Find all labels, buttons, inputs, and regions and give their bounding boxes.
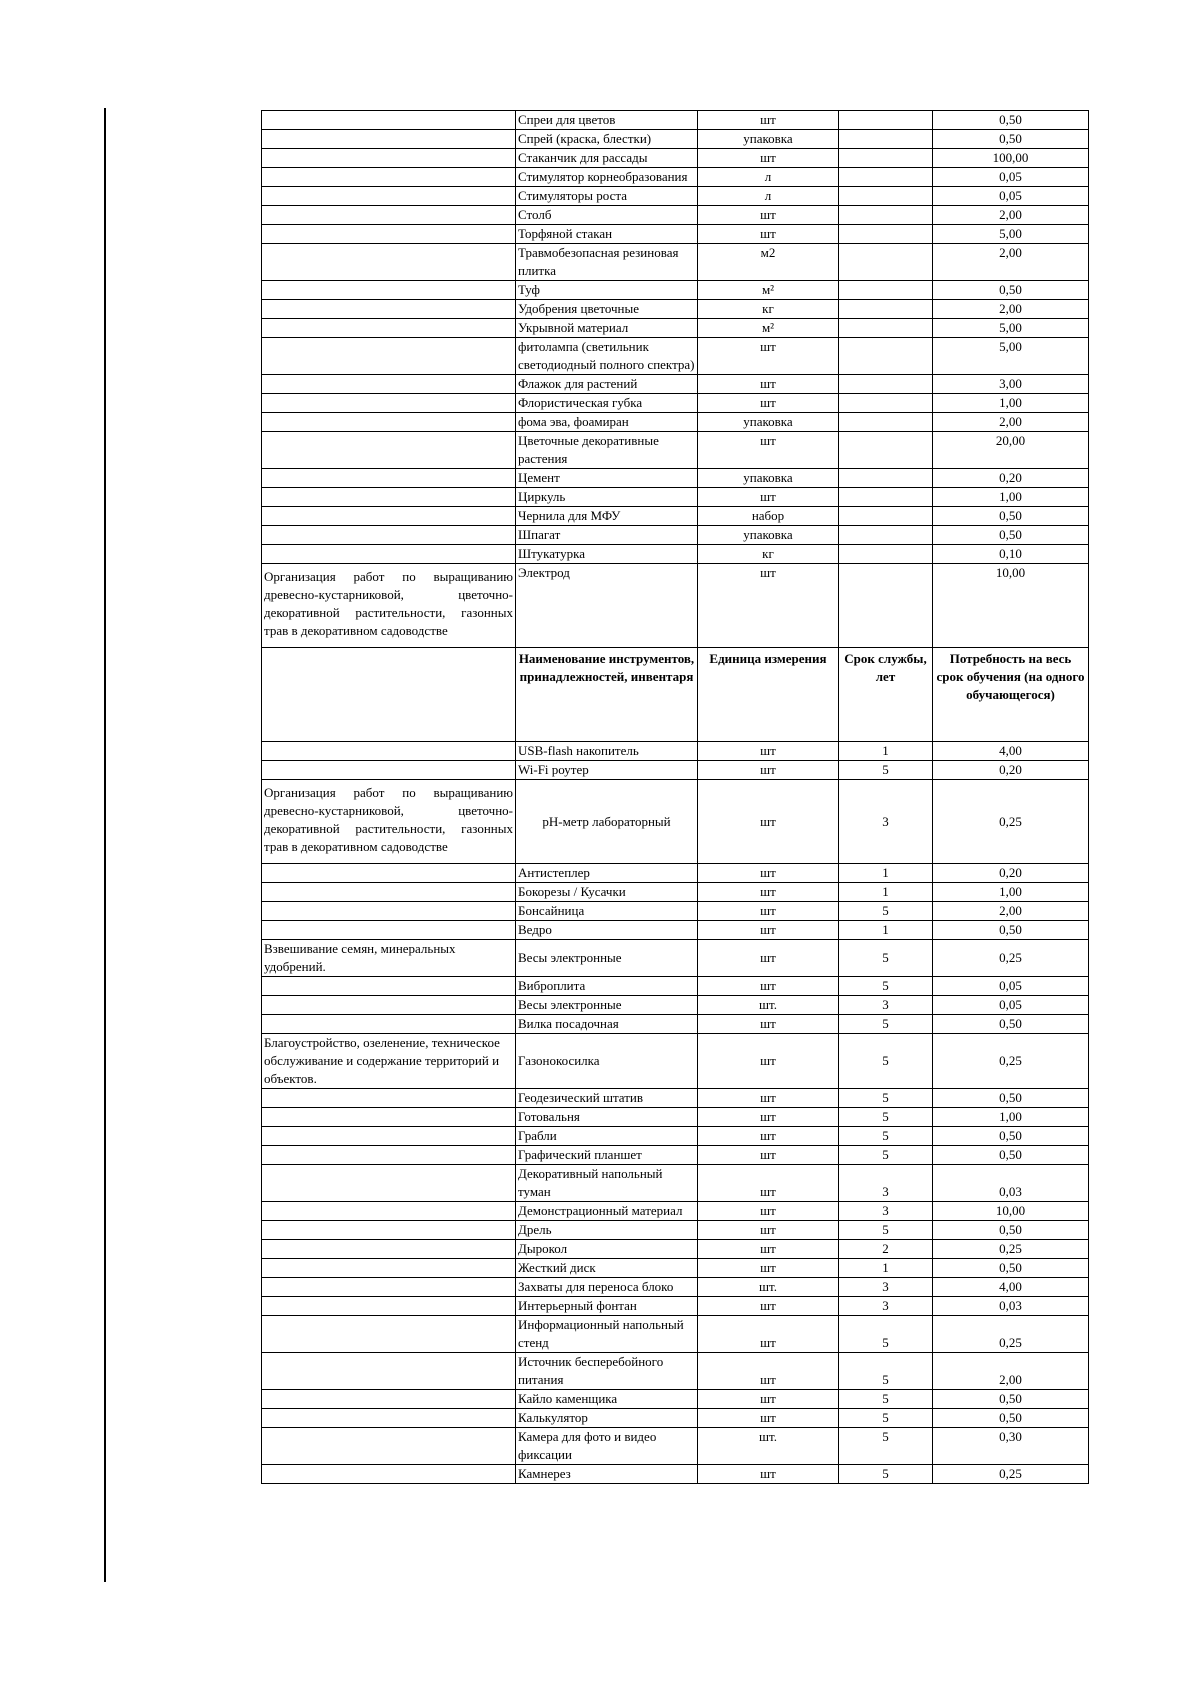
table-row bbox=[262, 111, 1089, 130]
header-unit: Единица измерения bbox=[698, 648, 839, 742]
item-term: 3 bbox=[839, 1297, 933, 1316]
item-need: 1,00 bbox=[933, 883, 1089, 902]
item-term: 5 bbox=[839, 1089, 933, 1108]
item-need: 0,03 bbox=[933, 1165, 1089, 1202]
table-row bbox=[262, 940, 1089, 977]
item-name: фома эва, фоамиран bbox=[516, 413, 698, 432]
table-row bbox=[262, 526, 1089, 545]
item-unit: шт bbox=[698, 1034, 839, 1089]
item-term: 3 bbox=[839, 1202, 933, 1221]
equipment-table bbox=[261, 110, 1089, 1484]
item-name: Укрывной материал bbox=[516, 319, 698, 338]
item-term: 5 bbox=[839, 1316, 933, 1353]
item-unit: шт bbox=[698, 225, 839, 244]
table-row bbox=[262, 244, 1089, 281]
item-name: Геодезический штатив bbox=[516, 1089, 698, 1108]
item-purpose: Организация работ по выращиванию древесно-кустарниковой, цветочно-декоративной растительности, газонных трав в декоративном садоводстве bbox=[262, 564, 516, 648]
item-term: 1 bbox=[839, 1259, 933, 1278]
item-need: 0,50 bbox=[933, 1089, 1089, 1108]
table-row bbox=[262, 977, 1089, 996]
item-term: 5 bbox=[839, 902, 933, 921]
item-unit: шт bbox=[698, 149, 839, 168]
item-unit: шт bbox=[698, 1221, 839, 1240]
item-unit: шт bbox=[698, 1108, 839, 1127]
left-margin-rule bbox=[104, 108, 106, 1582]
item-need: 4,00 bbox=[933, 1278, 1089, 1297]
item-name: Шпагат bbox=[516, 526, 698, 545]
item-need: 20,00 bbox=[933, 432, 1089, 469]
table-row bbox=[262, 206, 1089, 225]
item-name: Торфяной стакан bbox=[516, 225, 698, 244]
item-term: 5 bbox=[839, 1146, 933, 1165]
item-need: 0,20 bbox=[933, 469, 1089, 488]
item-unit: шт bbox=[698, 864, 839, 883]
item-name: Графический планшет bbox=[516, 1146, 698, 1165]
item-need: 10,00 bbox=[933, 1202, 1089, 1221]
item-need: 0,50 bbox=[933, 1259, 1089, 1278]
item-name: Бонсайница bbox=[516, 902, 698, 921]
item-need: 5,00 bbox=[933, 338, 1089, 375]
item-unit: шт bbox=[698, 1015, 839, 1034]
item-name: Дырокол bbox=[516, 1240, 698, 1259]
table-row bbox=[262, 394, 1089, 413]
item-purpose: Благоустройство, озеленение, техническое обслуживание и содержание территорий и объектов. bbox=[262, 1034, 516, 1089]
table-row bbox=[262, 187, 1089, 206]
item-name: Антистеплер bbox=[516, 864, 698, 883]
item-need: 5,00 bbox=[933, 319, 1089, 338]
item-need: 4,00 bbox=[933, 742, 1089, 761]
item-name: Столб bbox=[516, 206, 698, 225]
item-term: 5 bbox=[839, 1108, 933, 1127]
table-row bbox=[262, 225, 1089, 244]
item-name: Стимулятор корнеобразования bbox=[516, 168, 698, 187]
item-name: Спреи для цветов bbox=[516, 111, 698, 130]
item-need: 0,05 bbox=[933, 187, 1089, 206]
item-name: Спрей (краска, блестки) bbox=[516, 130, 698, 149]
item-unit: шт bbox=[698, 977, 839, 996]
item-need: 0,10 bbox=[933, 545, 1089, 564]
item-term: 5 bbox=[839, 761, 933, 780]
item-unit: шт bbox=[698, 1465, 839, 1484]
item-need: 0,50 bbox=[933, 921, 1089, 940]
item-name: Камера для фото и видео фиксации bbox=[516, 1428, 698, 1465]
item-unit: шт bbox=[698, 761, 839, 780]
item-unit: л bbox=[698, 187, 839, 206]
item-unit: шт bbox=[698, 206, 839, 225]
item-unit: шт bbox=[698, 1202, 839, 1221]
item-need: 0,50 bbox=[933, 1015, 1089, 1034]
item-unit: шт bbox=[698, 921, 839, 940]
item-need: 1,00 bbox=[933, 488, 1089, 507]
item-unit: шт bbox=[698, 1409, 839, 1428]
item-purpose: Взвешивание семян, минеральных удобрений. bbox=[262, 940, 516, 977]
item-term: 1 bbox=[839, 921, 933, 940]
item-term: 5 bbox=[839, 1353, 933, 1390]
table-row bbox=[262, 1015, 1089, 1034]
item-unit: шт bbox=[698, 1127, 839, 1146]
item-name: Весы электронные bbox=[516, 940, 698, 977]
item-name: Стимуляторы роста bbox=[516, 187, 698, 206]
table-row bbox=[262, 281, 1089, 300]
item-name: Жесткий диск bbox=[516, 1259, 698, 1278]
table-row bbox=[262, 1297, 1089, 1316]
item-need: 0,20 bbox=[933, 864, 1089, 883]
item-term: 5 bbox=[839, 1034, 933, 1089]
item-unit: шт. bbox=[698, 996, 839, 1015]
item-need: 3,00 bbox=[933, 375, 1089, 394]
item-name: Калькулятор bbox=[516, 1409, 698, 1428]
table-row bbox=[262, 507, 1089, 526]
table-row bbox=[262, 168, 1089, 187]
item-name: Цветочные декоративные растения bbox=[516, 432, 698, 469]
table-row bbox=[262, 902, 1089, 921]
item-name: Wi-Fi роутер bbox=[516, 761, 698, 780]
item-name: USB-flash накопитель bbox=[516, 742, 698, 761]
item-unit: шт bbox=[698, 902, 839, 921]
item-need: 0,05 bbox=[933, 168, 1089, 187]
item-unit: шт bbox=[698, 432, 839, 469]
item-need: 0,50 bbox=[933, 1127, 1089, 1146]
table-row bbox=[262, 1202, 1089, 1221]
item-term: 1 bbox=[839, 883, 933, 902]
item-unit: шт bbox=[698, 488, 839, 507]
item-unit: шт bbox=[698, 780, 839, 864]
table-row bbox=[262, 1089, 1089, 1108]
item-need: 0,50 bbox=[933, 130, 1089, 149]
item-name: Цемент bbox=[516, 469, 698, 488]
item-name: Бокорезы / Кусачки bbox=[516, 883, 698, 902]
table-row bbox=[262, 469, 1089, 488]
item-name: Травмобезопасная резиновая плитка bbox=[516, 244, 698, 281]
table-row bbox=[262, 545, 1089, 564]
item-unit: кг bbox=[698, 545, 839, 564]
item-need: 0,30 bbox=[933, 1428, 1089, 1465]
item-name: Стаканчик для рассады bbox=[516, 149, 698, 168]
item-name: Демонстрационный материал bbox=[516, 1202, 698, 1221]
item-term: 3 bbox=[839, 1165, 933, 1202]
item-name: Электрод bbox=[516, 564, 698, 648]
item-purpose: Организация работ по выращиванию древесно-кустарниковой, цветочно-декоративной растительности, газонных трав в декоративном садоводстве bbox=[262, 780, 516, 864]
item-need: 0,50 bbox=[933, 526, 1089, 545]
table-row bbox=[262, 1465, 1089, 1484]
item-need: 0,05 bbox=[933, 977, 1089, 996]
table-row bbox=[262, 1428, 1089, 1465]
item-need: 2,00 bbox=[933, 902, 1089, 921]
item-need: 2,00 bbox=[933, 413, 1089, 432]
item-unit: шт bbox=[698, 338, 839, 375]
item-need: 2,00 bbox=[933, 244, 1089, 281]
table-row bbox=[262, 319, 1089, 338]
header-need: Потребность на весь срок обучения (на одного обучающегося) bbox=[933, 648, 1089, 742]
item-need: 2,00 bbox=[933, 300, 1089, 319]
item-name: фитолампа (светильник светодиодный полного спектра) bbox=[516, 338, 698, 375]
item-name: Кайло каменщика bbox=[516, 1390, 698, 1409]
item-term: 5 bbox=[839, 977, 933, 996]
item-need: 2,00 bbox=[933, 206, 1089, 225]
item-need: 100,00 bbox=[933, 149, 1089, 168]
item-name: Весы электронные bbox=[516, 996, 698, 1015]
item-need: 0,50 bbox=[933, 111, 1089, 130]
table-row bbox=[262, 1127, 1089, 1146]
table-row bbox=[262, 1146, 1089, 1165]
item-need: 0,25 bbox=[933, 940, 1089, 977]
item-name: Удобрения цветочные bbox=[516, 300, 698, 319]
item-term: 3 bbox=[839, 780, 933, 864]
item-unit: м2 bbox=[698, 244, 839, 281]
item-need: 0,50 bbox=[933, 507, 1089, 526]
item-unit: л bbox=[698, 168, 839, 187]
header-name: Наименование инструментов, принадлежностей, инвентаря bbox=[516, 648, 698, 742]
table-row bbox=[262, 1409, 1089, 1428]
item-name: pH-метр лабораторный bbox=[516, 780, 698, 864]
table-row bbox=[262, 375, 1089, 394]
table-row bbox=[262, 432, 1089, 469]
item-need: 2,00 bbox=[933, 1353, 1089, 1390]
item-need: 0,25 bbox=[933, 1316, 1089, 1353]
item-unit: шт bbox=[698, 1240, 839, 1259]
item-name: Циркуль bbox=[516, 488, 698, 507]
table-row bbox=[262, 1259, 1089, 1278]
item-unit: м² bbox=[698, 319, 839, 338]
header-term: Срок службы, лет bbox=[839, 648, 933, 742]
item-unit: шт. bbox=[698, 1278, 839, 1297]
item-unit: шт bbox=[698, 1297, 839, 1316]
item-need: 0,50 bbox=[933, 1221, 1089, 1240]
item-need: 0,25 bbox=[933, 1240, 1089, 1259]
item-unit: шт bbox=[698, 940, 839, 977]
item-unit: упаковка bbox=[698, 526, 839, 545]
table-row bbox=[262, 864, 1089, 883]
table-row bbox=[262, 130, 1089, 149]
item-unit: шт bbox=[698, 742, 839, 761]
item-unit: набор bbox=[698, 507, 839, 526]
item-term: 5 bbox=[839, 940, 933, 977]
item-need: 0,50 bbox=[933, 1146, 1089, 1165]
item-need: 0,25 bbox=[933, 780, 1089, 864]
table-row bbox=[262, 564, 1089, 648]
item-unit: кг bbox=[698, 300, 839, 319]
item-name: Виброплита bbox=[516, 977, 698, 996]
item-term: 5 bbox=[839, 1015, 933, 1034]
item-name: Интерьерный фонтан bbox=[516, 1297, 698, 1316]
tools-header-row bbox=[262, 648, 1089, 742]
table-row bbox=[262, 1390, 1089, 1409]
table-row bbox=[262, 780, 1089, 864]
item-need: 1,00 bbox=[933, 1108, 1089, 1127]
item-unit: упаковка bbox=[698, 469, 839, 488]
item-unit: шт bbox=[698, 1259, 839, 1278]
item-term: 3 bbox=[839, 996, 933, 1015]
item-name: Туф bbox=[516, 281, 698, 300]
item-term: 5 bbox=[839, 1409, 933, 1428]
item-term: 5 bbox=[839, 1221, 933, 1240]
item-need: 0,03 bbox=[933, 1297, 1089, 1316]
item-need: 0,50 bbox=[933, 1390, 1089, 1409]
table-row bbox=[262, 761, 1089, 780]
item-name: Захваты для переноса блоко bbox=[516, 1278, 698, 1297]
item-unit: шт bbox=[698, 111, 839, 130]
table-row bbox=[262, 413, 1089, 432]
item-unit: шт bbox=[698, 1353, 839, 1390]
item-name: Ведро bbox=[516, 921, 698, 940]
item-need: 1,00 bbox=[933, 394, 1089, 413]
equipment-table-body bbox=[262, 111, 1089, 1484]
item-unit: шт bbox=[698, 1316, 839, 1353]
item-term: 5 bbox=[839, 1428, 933, 1465]
item-term: 5 bbox=[839, 1465, 933, 1484]
table-row bbox=[262, 1034, 1089, 1089]
item-unit: м² bbox=[698, 281, 839, 300]
item-unit: шт bbox=[698, 1146, 839, 1165]
item-term: 2 bbox=[839, 1240, 933, 1259]
item-unit: шт bbox=[698, 1165, 839, 1202]
table-row bbox=[262, 338, 1089, 375]
table-row bbox=[262, 149, 1089, 168]
item-term: 5 bbox=[839, 1390, 933, 1409]
item-unit: шт bbox=[698, 883, 839, 902]
item-need: 0,20 bbox=[933, 761, 1089, 780]
table-row bbox=[262, 921, 1089, 940]
item-name: Информационный напольный стенд bbox=[516, 1316, 698, 1353]
item-name: Флористическая губка bbox=[516, 394, 698, 413]
item-name: Камнерез bbox=[516, 1465, 698, 1484]
item-unit: шт bbox=[698, 1390, 839, 1409]
item-name: Чернила для МФУ bbox=[516, 507, 698, 526]
item-need: 0,50 bbox=[933, 1409, 1089, 1428]
table-row bbox=[262, 996, 1089, 1015]
table-row bbox=[262, 742, 1089, 761]
item-name: Дрель bbox=[516, 1221, 698, 1240]
item-need: 0,05 bbox=[933, 996, 1089, 1015]
item-name: Источник бесперебойного питания bbox=[516, 1353, 698, 1390]
item-need: 0,25 bbox=[933, 1034, 1089, 1089]
item-need: 0,50 bbox=[933, 281, 1089, 300]
table-row bbox=[262, 883, 1089, 902]
item-name: Декоративный напольный туман bbox=[516, 1165, 698, 1202]
item-name: Флажок для растений bbox=[516, 375, 698, 394]
item-name: Штукатурка bbox=[516, 545, 698, 564]
item-unit: упаковка bbox=[698, 130, 839, 149]
item-term: 3 bbox=[839, 1278, 933, 1297]
table-row bbox=[262, 1353, 1089, 1390]
table-row bbox=[262, 1165, 1089, 1202]
item-term: 1 bbox=[839, 742, 933, 761]
table-row bbox=[262, 300, 1089, 319]
item-need: 10,00 bbox=[933, 564, 1089, 648]
item-unit: шт bbox=[698, 1089, 839, 1108]
item-name: Готовальня bbox=[516, 1108, 698, 1127]
item-unit: шт. bbox=[698, 1428, 839, 1465]
item-name: Грабли bbox=[516, 1127, 698, 1146]
item-need: 0,25 bbox=[933, 1465, 1089, 1484]
item-term: 1 bbox=[839, 864, 933, 883]
item-term: 5 bbox=[839, 1127, 933, 1146]
item-unit: шт bbox=[698, 394, 839, 413]
item-name: Вилка посадочная bbox=[516, 1015, 698, 1034]
table-row bbox=[262, 1316, 1089, 1353]
item-unit: упаковка bbox=[698, 413, 839, 432]
item-need: 5,00 bbox=[933, 225, 1089, 244]
table-row bbox=[262, 1240, 1089, 1259]
table-row bbox=[262, 1221, 1089, 1240]
table-row bbox=[262, 488, 1089, 507]
item-unit: шт bbox=[698, 375, 839, 394]
item-name: Газонокосилка bbox=[516, 1034, 698, 1089]
table-row bbox=[262, 1278, 1089, 1297]
item-unit: шт bbox=[698, 564, 839, 648]
table-row bbox=[262, 1108, 1089, 1127]
